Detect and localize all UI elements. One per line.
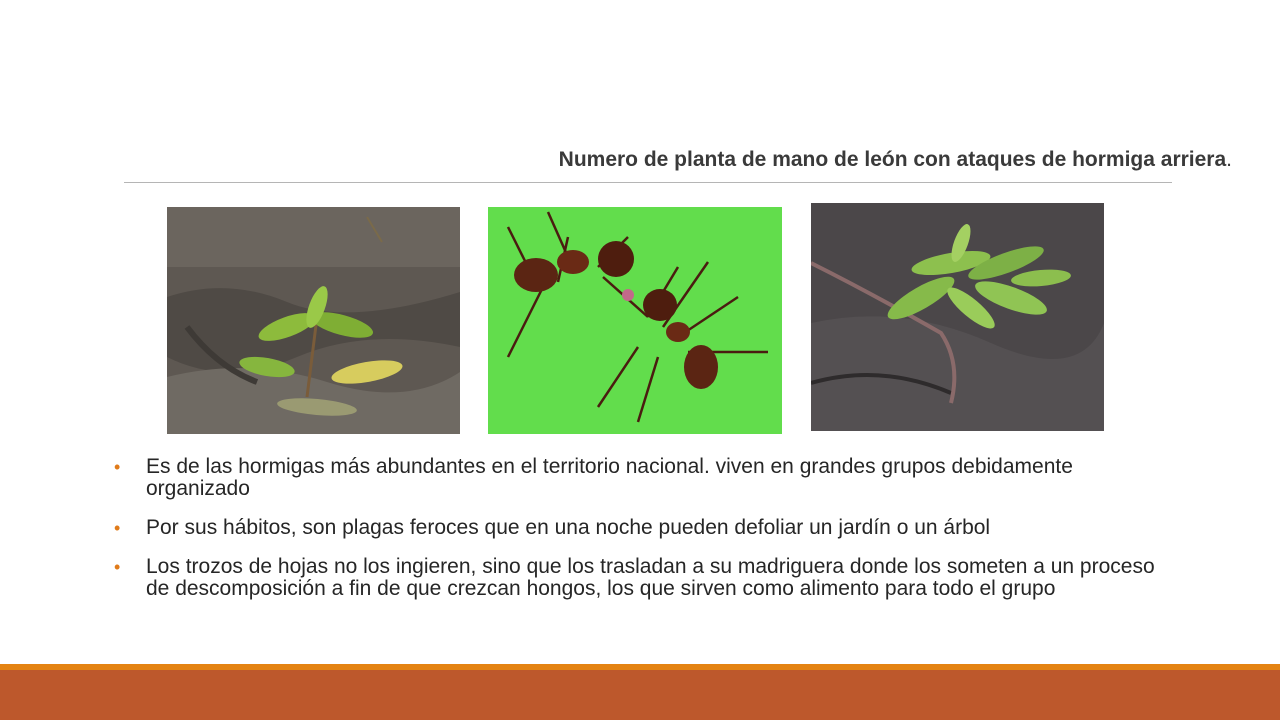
title-divider: [124, 182, 1172, 183]
footer-bar: [0, 670, 1280, 720]
bullet-list: [114, 456, 1174, 617]
bullet-item: [114, 556, 1174, 600]
bullet-item: [114, 456, 1174, 500]
damaged-plant-photo: [811, 203, 1104, 431]
bullet-text: Los trozos de hojas no los ingieren, sino que los trasladan a su madriguera donde los someten a un proceso de descomposición a fin de que crezcan hongos, los que sirven como alimento para todo el grupo: [146, 555, 1155, 600]
bullet-marker: •: [114, 518, 121, 538]
slide-title: [559, 148, 1232, 172]
slide-title-period: .: [1226, 148, 1232, 171]
bullet-marker: •: [114, 557, 121, 577]
bullet-item: [114, 517, 1174, 539]
bullet-text: Es de las hormigas más abundantes en el territorio nacional. viven en grandes grupos debidamente organizado: [146, 455, 1073, 500]
leafcutter-ants-photo: [488, 207, 782, 434]
bullet-text: Por sus hábitos, son plagas feroces que en una noche pueden defoliar un jardín o un árbol: [146, 516, 991, 539]
plant-seedling-in-soil-photo: [167, 207, 460, 434]
slide-title-text: Numero de planta de mano de león con ataques de hormiga arriera: [558, 148, 1227, 171]
bullet-marker: •: [114, 457, 121, 477]
